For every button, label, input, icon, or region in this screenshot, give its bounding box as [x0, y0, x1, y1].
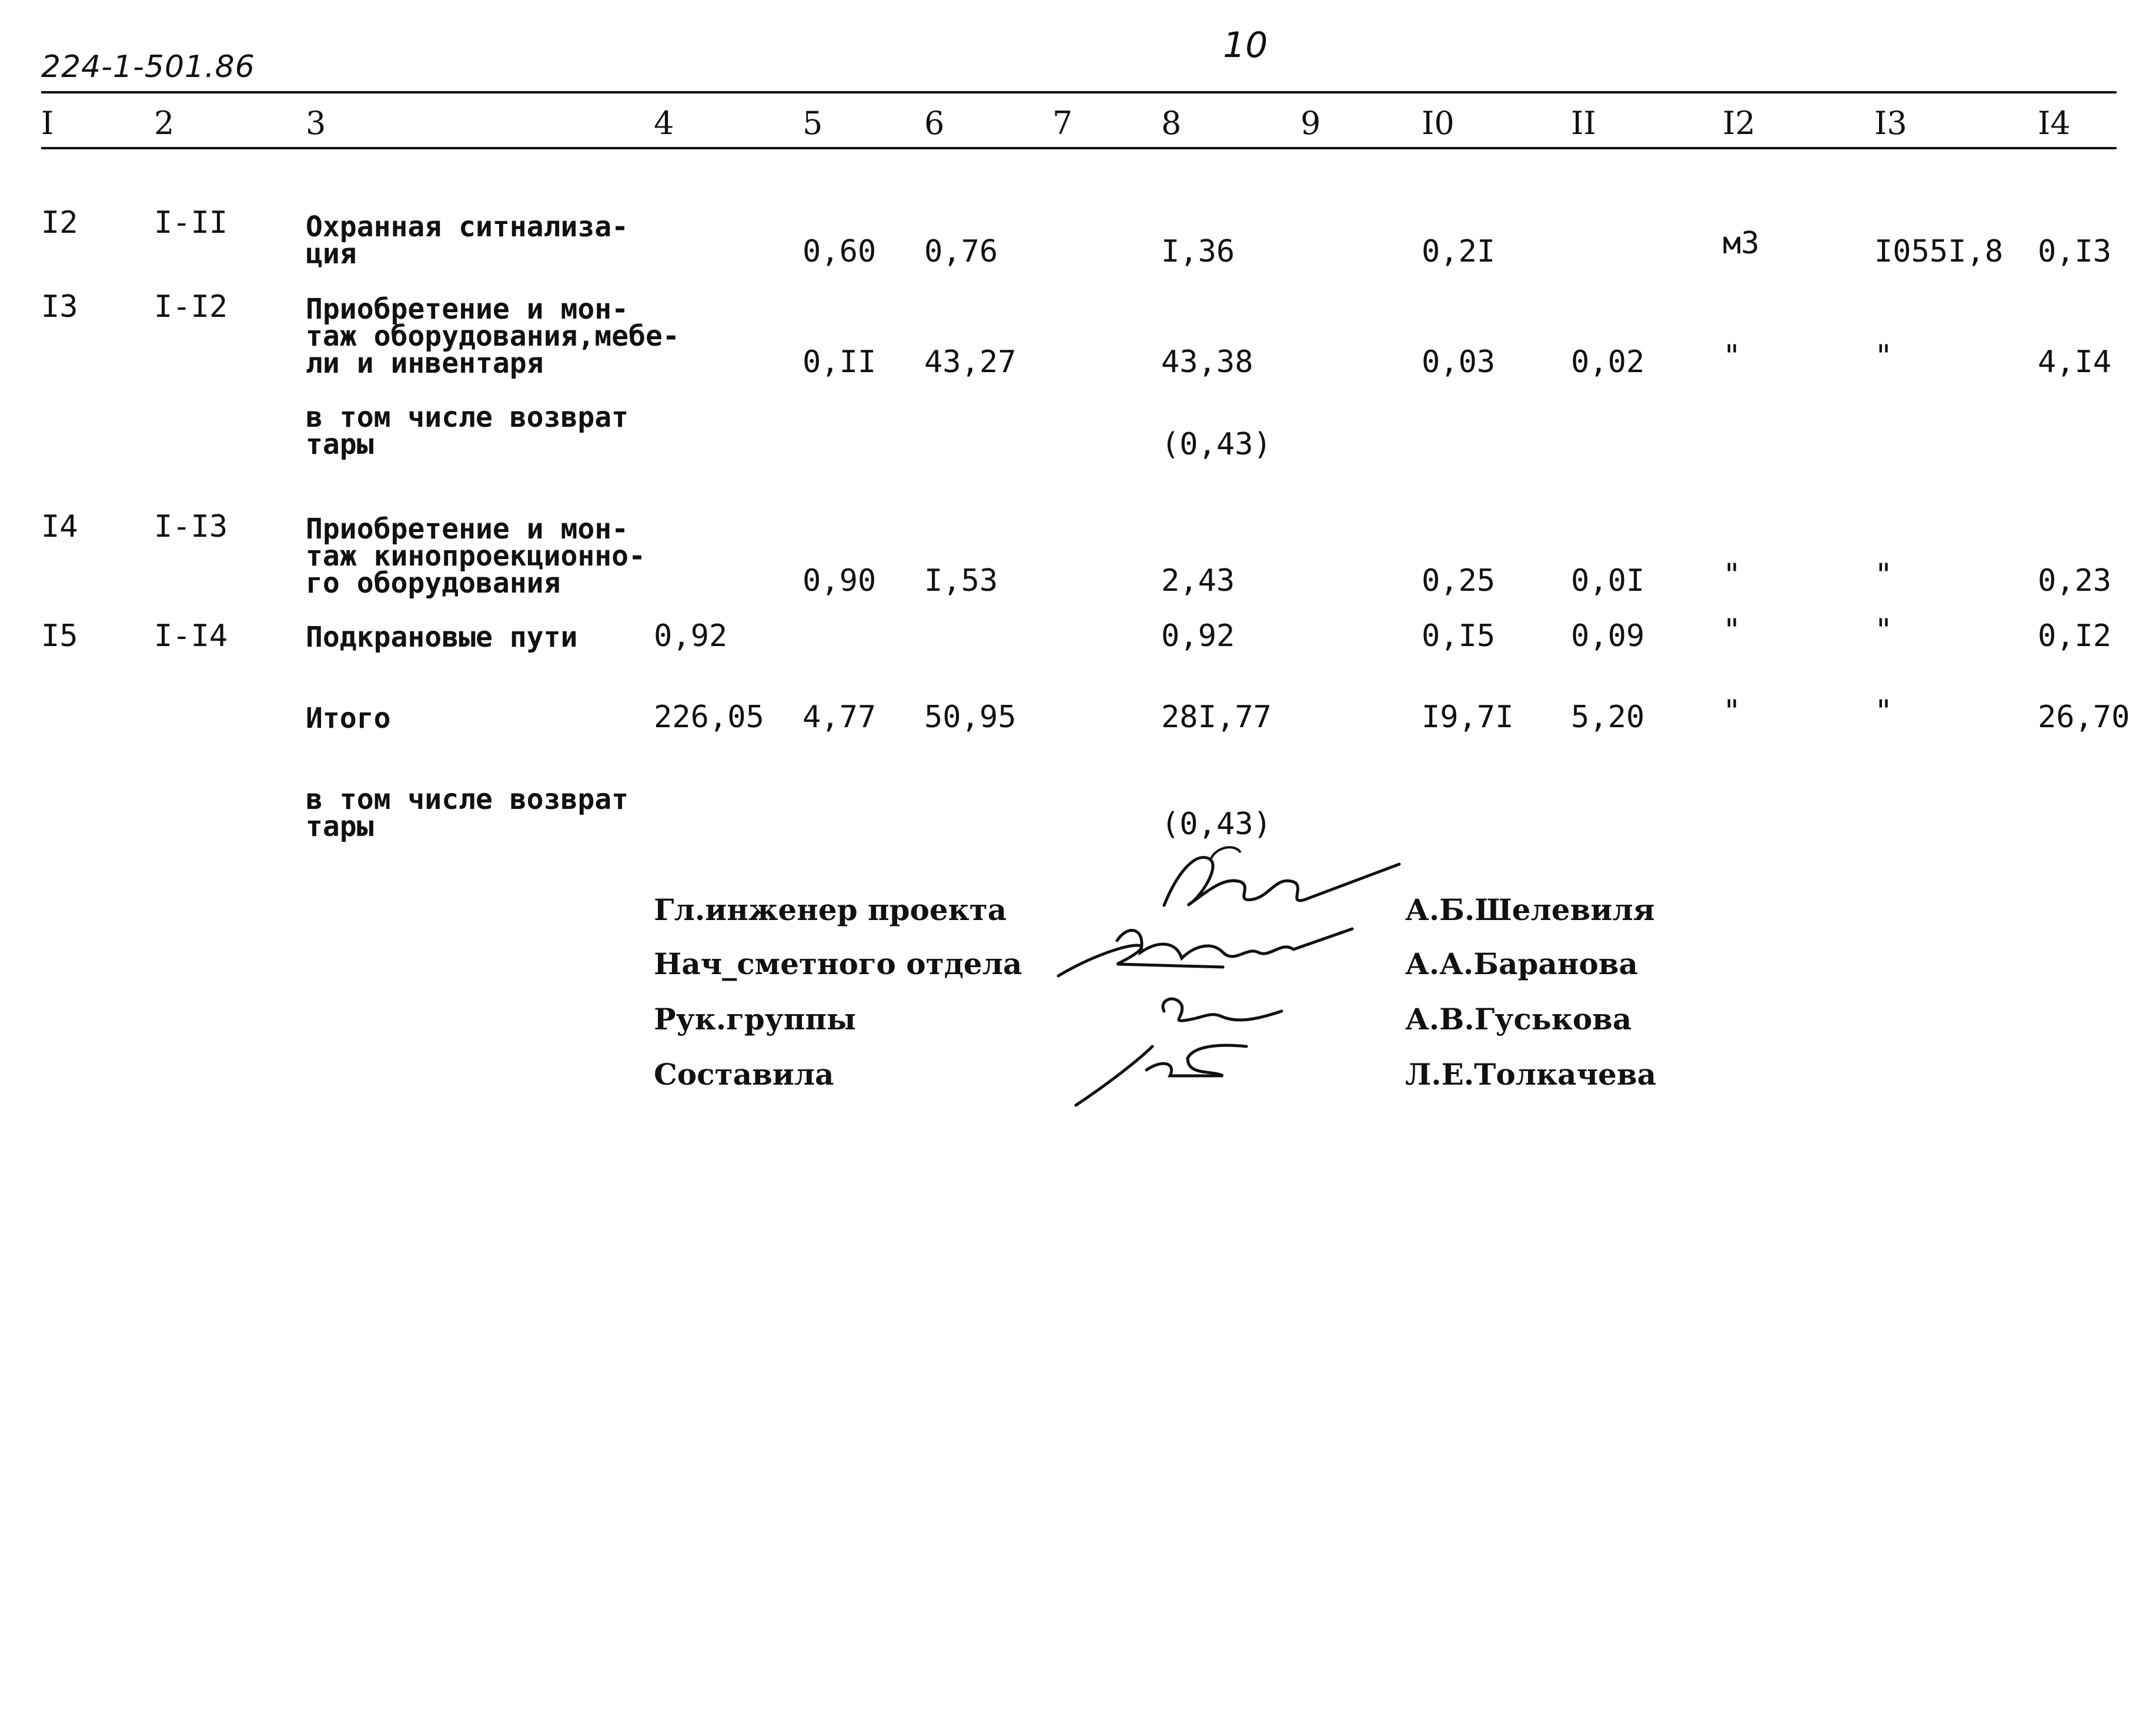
cell-col4: 0,92 [654, 618, 728, 654]
row-number: I2 [41, 205, 78, 240]
row-number: I4 [41, 509, 78, 544]
cell-col5: 0,II [803, 344, 877, 380]
column-header: 7 [1052, 105, 1073, 142]
top-rule [41, 91, 2117, 93]
cell-col4: 226,05 [654, 700, 764, 735]
header-rule [41, 147, 2117, 149]
column-header: I3 [1874, 105, 1907, 142]
cell-col8: (0,43) [1161, 427, 1272, 462]
signer-role: Гл.инженер проекта [654, 892, 1007, 927]
signature-chief-engineer [1152, 841, 1411, 923]
row-description-line: ция [306, 238, 357, 270]
cell-col10: 0,2I [1422, 234, 1496, 269]
cell-col6: 0,76 [924, 234, 998, 269]
row-number: I5 [41, 618, 78, 654]
column-header: I4 [2038, 105, 2071, 142]
signer-role: Составила [654, 1057, 834, 1092]
cell-col13: " [1874, 613, 1893, 648]
cell-col5: 0,60 [803, 234, 877, 269]
cell-col14: 26,70 [2038, 700, 2130, 735]
cell-col13: " [1874, 694, 1893, 729]
cell-col6: I,53 [924, 563, 998, 598]
row-description-line: го оборудования [306, 567, 561, 600]
signer-name: А.А.Баранова [1405, 946, 1638, 981]
column-header: I [41, 105, 54, 142]
signature-group-lead [1152, 988, 1293, 1035]
column-header: 3 [306, 105, 326, 142]
page-number: 10 [1223, 25, 1268, 66]
cell-col14: 4,I4 [2038, 344, 2112, 380]
column-header: II [1571, 105, 1596, 142]
row-code: I-II [154, 205, 228, 240]
signer-role: Нач_сметного отдела [654, 946, 1022, 981]
row-number: I3 [41, 289, 78, 325]
row-code: I-I4 [154, 618, 228, 654]
cell-col10: I9,7I [1422, 700, 1514, 735]
signer-name: А.В.Гуськова [1405, 1002, 1632, 1036]
row-description-line: тары [306, 810, 374, 843]
cell-col11: 5,20 [1571, 700, 1645, 735]
column-header: 8 [1161, 105, 1182, 142]
document-code: 224-1-501.86 [41, 49, 255, 85]
cell-col10: 0,I5 [1422, 618, 1496, 654]
row-description-line: Приобретение и мон- [306, 293, 629, 326]
column-header: 2 [154, 105, 175, 142]
cell-col14: 0,I2 [2038, 618, 2112, 654]
cell-col12: " [1723, 613, 1741, 648]
cell-col8: 28I,77 [1161, 700, 1272, 735]
row-description-line: тары [306, 428, 374, 461]
cell-col13: " [1874, 557, 1893, 593]
cell-col6: 50,95 [924, 700, 1017, 735]
cell-col12: " [1723, 339, 1741, 374]
cell-col10: 0,03 [1422, 344, 1496, 380]
cell-col5: 0,90 [803, 563, 877, 598]
column-header: 5 [803, 105, 823, 142]
cell-col8: 2,43 [1161, 563, 1235, 598]
row-description-line: в том числе возврат [306, 401, 629, 434]
row-description-line: Охранная ситнализа- [306, 210, 629, 243]
row-description-line: Приобретение и мон- [306, 513, 629, 546]
column-header: 6 [924, 105, 945, 142]
row-description-line: в том числе возврат [306, 783, 629, 816]
signature-compiler [1070, 1035, 1258, 1111]
cell-col12: " [1723, 557, 1741, 593]
cell-col14: 0,I3 [2038, 234, 2112, 269]
row-description-line: таж кинопроекционно- [306, 540, 646, 573]
row-description-line: таж оборудования,мебе- [306, 320, 680, 353]
column-header: 4 [654, 105, 674, 142]
cell-col14: 0,23 [2038, 563, 2112, 598]
cell-col8: 0,92 [1161, 618, 1235, 654]
signer-name: Л.Е.Толкачева [1405, 1057, 1657, 1092]
signature-estimates-head [1047, 917, 1376, 994]
signer-name: А.Б.Шелевиля [1405, 892, 1655, 927]
total-label: Итого [306, 702, 391, 735]
cell-col11: 0,02 [1571, 344, 1645, 380]
cell-col8: I,36 [1161, 234, 1235, 269]
cell-col8: (0,43) [1161, 807, 1272, 842]
cell-col11: 0,09 [1571, 618, 1645, 654]
cell-col13: I055I,8 [1874, 234, 2004, 269]
row-description-line: ли и инвентаря [306, 347, 544, 380]
signer-role: Рук.группы [654, 1002, 857, 1036]
column-header: 9 [1301, 105, 1321, 142]
column-header: I2 [1723, 105, 1756, 142]
cell-col11: 0,0I [1571, 563, 1645, 598]
cell-col8: 43,38 [1161, 344, 1253, 380]
row-code: I-I2 [154, 289, 228, 325]
row-code: I-I3 [154, 509, 228, 544]
row-description-line: Подкрановые пути [306, 621, 578, 654]
cell-col6: 43,27 [924, 344, 1017, 380]
cell-col12: " [1723, 694, 1741, 729]
cell-col13: " [1874, 339, 1893, 374]
cell-col10: 0,25 [1422, 563, 1496, 598]
column-header: I0 [1422, 105, 1455, 142]
cell-col5: 4,77 [803, 700, 877, 735]
cell-col12: м3 [1723, 226, 1760, 261]
